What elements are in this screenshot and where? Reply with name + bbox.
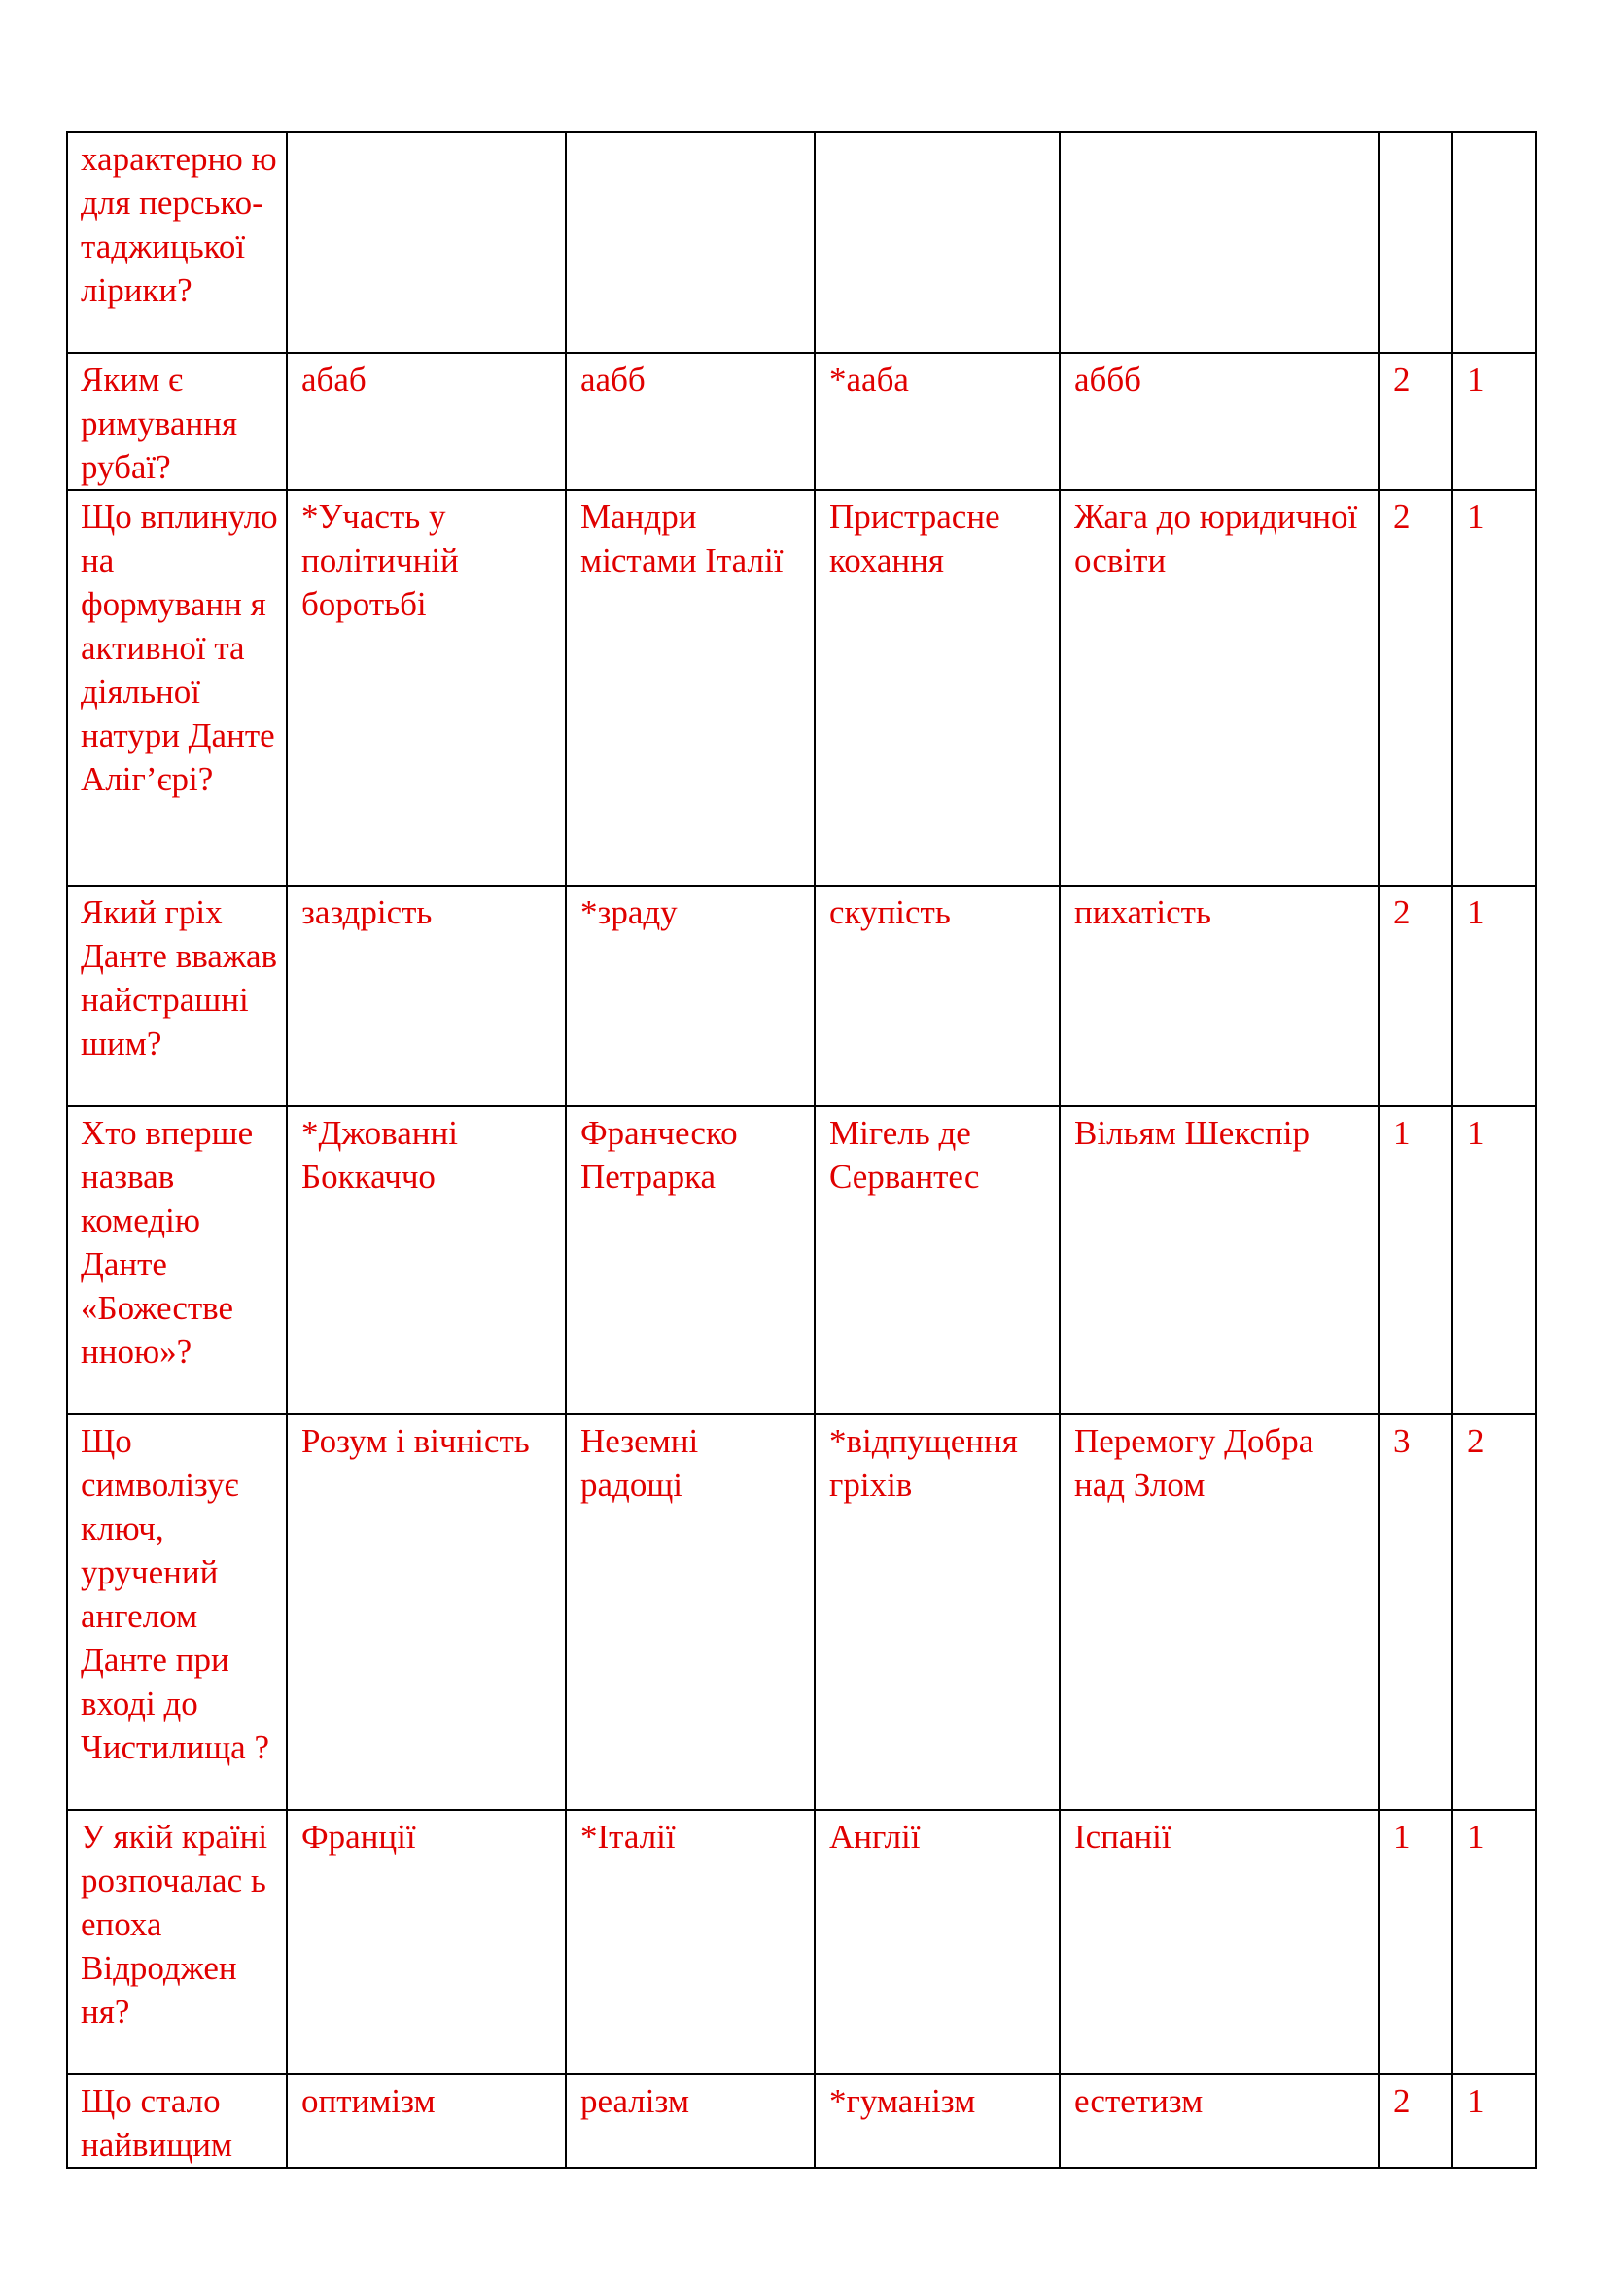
option-a-cell: Франції — [287, 1810, 566, 2074]
question-cell: Що символізує ключ, уручений ангелом Данте при вході до Чистилища ? — [67, 1414, 287, 1810]
option-a-cell: Розум і вічність — [287, 1414, 566, 1810]
option-b-cell: *зраду — [566, 886, 815, 1106]
question-cell: Що стало найвищим — [67, 2074, 287, 2168]
option-c-cell: скупість — [815, 886, 1060, 1106]
option-d-cell: естетизм — [1060, 2074, 1379, 2168]
score-cell-1: 1 — [1379, 1106, 1452, 1414]
option-b-cell: *Італії — [566, 1810, 815, 2074]
table-row — [67, 1414, 1536, 1810]
option-a-cell: *Джованні Боккаччо — [287, 1106, 566, 1414]
score-cell-2: 1 — [1452, 886, 1536, 1106]
option-b-cell: Франческо Петрарка — [566, 1106, 815, 1414]
option-a-cell: абаб — [287, 353, 566, 490]
option-b-cell: реалізм — [566, 2074, 815, 2168]
score-cell-1: 3 — [1379, 1414, 1452, 1810]
option-d-cell: Іспанії — [1060, 1810, 1379, 2074]
score-cell-2: 1 — [1452, 353, 1536, 490]
option-d-cell: аббб — [1060, 353, 1379, 490]
quiz-table — [66, 131, 1537, 2169]
table-row — [67, 490, 1536, 886]
option-b-cell: аабб — [566, 353, 815, 490]
score-cell-1 — [1379, 132, 1452, 353]
score-cell-1: 2 — [1379, 490, 1452, 886]
score-cell-2: 1 — [1452, 2074, 1536, 2168]
option-d-cell: Перемогу Добра над Злом — [1060, 1414, 1379, 1810]
question-cell: У якій країні розпочалас ь епоха Відроджен ня? — [67, 1810, 287, 2074]
option-c-cell: *гуманізм — [815, 2074, 1060, 2168]
option-c-cell: Англії — [815, 1810, 1060, 2074]
score-cell-2: 1 — [1452, 1106, 1536, 1414]
option-a-cell: заздрість — [287, 886, 566, 1106]
score-cell-2 — [1452, 132, 1536, 353]
option-c-cell: *відпущення гріхів — [815, 1414, 1060, 1810]
score-cell-2: 2 — [1452, 1414, 1536, 1810]
question-cell: Яким є римування рубаї? — [67, 353, 287, 490]
table-row — [67, 2074, 1536, 2168]
option-c-cell: *ааба — [815, 353, 1060, 490]
option-c-cell: Пристрасне кохання — [815, 490, 1060, 886]
score-cell-2: 1 — [1452, 1810, 1536, 2074]
option-d-cell: Вільям Шекспір — [1060, 1106, 1379, 1414]
score-cell-2: 1 — [1452, 490, 1536, 886]
score-cell-1: 2 — [1379, 886, 1452, 1106]
table-row — [67, 1810, 1536, 2074]
question-cell: Хто вперше назвав комедію Данте «Божестве нною»? — [67, 1106, 287, 1414]
option-a-cell — [287, 132, 566, 353]
score-cell-1: 2 — [1379, 2074, 1452, 2168]
option-c-cell: Мігель де Сервантес — [815, 1106, 1060, 1414]
option-d-cell: пихатість — [1060, 886, 1379, 1106]
option-a-cell: оптимізм — [287, 2074, 566, 2168]
option-b-cell: Неземні радощі — [566, 1414, 815, 1810]
question-cell: Який гріх Данте вважав найстрашні шим? — [67, 886, 287, 1106]
option-b-cell — [566, 132, 815, 353]
question-cell: характерно ю для персько-таджицької лірики? — [67, 132, 287, 353]
option-b-cell: Мандри містами Італії — [566, 490, 815, 886]
table-row — [67, 1106, 1536, 1414]
option-d-cell: Жага до юридичної освіти — [1060, 490, 1379, 886]
option-c-cell — [815, 132, 1060, 353]
table-row — [67, 132, 1536, 353]
question-cell: Що вплинуло на формуванн я активної та діяльної натури Данте Аліг’єрі? — [67, 490, 287, 886]
table-row — [67, 353, 1536, 490]
option-a-cell: *Участь у політичній боротьбі — [287, 490, 566, 886]
table-row — [67, 886, 1536, 1106]
score-cell-1: 2 — [1379, 353, 1452, 490]
score-cell-1: 1 — [1379, 1810, 1452, 2074]
option-d-cell — [1060, 132, 1379, 353]
